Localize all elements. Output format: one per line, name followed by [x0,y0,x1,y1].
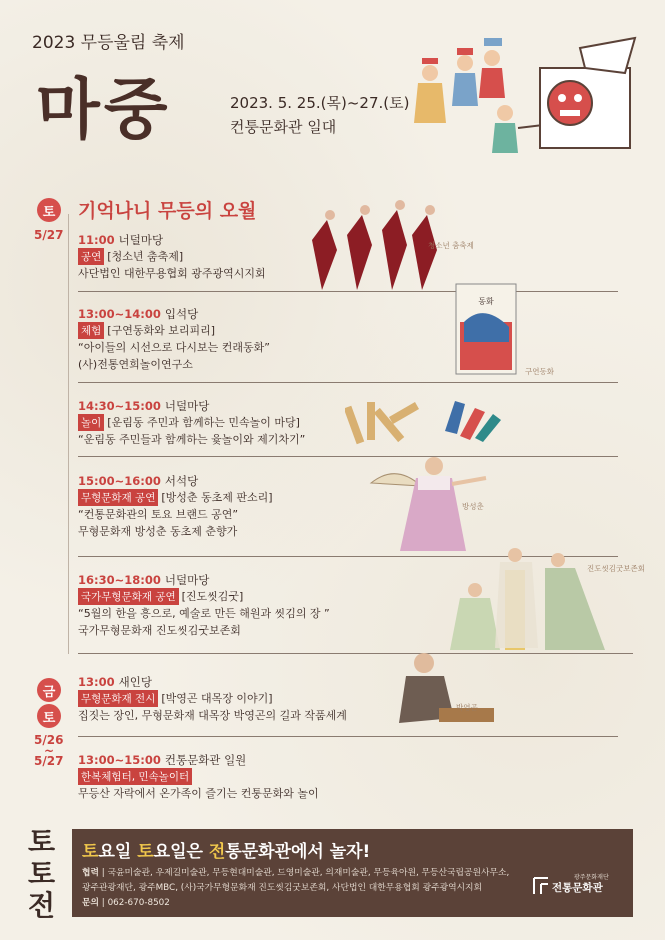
event-4-tag: 무형문화재 공연 [78,489,158,506]
children-mask-illustration [400,28,650,168]
divider-2 [78,382,618,383]
foundation-label: 광주문화재단 [574,874,609,881]
event-1-line-1: 사단법인 대한무용협회 광주광역시지회 [78,267,266,280]
event-7-time: 13:00~15:00 컨통문화관 일원 [78,753,247,767]
day-circle-fri: 금 [37,678,61,702]
event-3-time: 14:30~15:00 너덜마당 [78,399,210,413]
divider-5 [78,653,633,654]
event-3-tag: 놀이 [78,414,104,431]
event-2-tag: 체험 [78,322,104,339]
event-4-tagline: 무형문화재 공연 [방성춘 동초제 판소리] [78,489,273,506]
festival-date: 2023. 5. 25.(목)~27.(토) [230,94,410,112]
event-6-time: 13:00 새인당 [78,675,152,689]
culture-center-logo: 전통문화관 [552,882,603,894]
event-6-line-1: 집짓는 장인, 무형문화재 대목장 박영곤의 길과 작품세계 [78,709,347,722]
event-5-line-2: 국가무형문화재 진도씻김굿보존회 [78,624,241,637]
child-figure-2 [452,48,478,106]
event-5-tagline: 국가무형문화재 공연 [진도씻김굿] [78,588,243,605]
divider-1 [78,291,618,292]
child-figure-1 [414,58,446,123]
event-1-tagline: 공연 [청소년 춤축제] [78,248,183,265]
carpenter-photo [384,648,499,736]
storybook-cover [454,282,520,378]
event-3-tagline: 놀이 [운림동 주민과 함께하는 민속놀이 마당] [78,414,300,431]
event-4-caption: 방성춘 [462,502,484,511]
event-2-time: 13:00~14:00 입석당 [78,307,199,321]
event-2-tagline: 체험 [구연동화와 보리피리] [78,322,215,339]
event-7-tagline [78,768,195,785]
event-6-tagline: 무형문화재 전시 [박영곤 대목장 이야기] [78,690,273,707]
divider-6 [78,736,618,737]
event-5-tag: 국가무형문화재 공연 [78,588,179,605]
event-4-line-2: 무형문화재 방성춘 동초제 춘향가 [78,525,238,538]
event-5-caption: 진도씻김굿보존회 [587,564,645,573]
event-5-line-1: “5월의 한을 흥으로, 예술로 만든 해원과 씻김의 장 ” [78,607,330,620]
event-6-tag: 무형문화재 전시 [78,690,158,707]
timeline-line [68,214,69,654]
day-date-sat-2: 5/27 [34,754,64,768]
child-figure-4 [492,105,518,153]
yut-sticks-image [345,396,505,448]
day-date-fri: 5/26 [34,733,64,747]
event-6-caption: 박영곤 [456,703,478,712]
footer-slogan: 토요일 토요일은 전통문화관에서 놀자! [82,842,371,862]
festival-title: 마중 [36,70,172,148]
event-3-line-1: “운림동 주민들과 함께하는 윷놀이와 제기차기” [78,433,306,446]
day-date-sat: 5/27 [34,228,64,242]
contact-phone: 062-670-8502 [107,898,170,908]
culture-center-logo-icon [532,876,550,896]
festival-subtitle: 2023 무등울림 축제 [32,33,185,53]
event-1-tag: 공연 [78,248,104,265]
event-1-time: 11:00 너덜마당 [78,233,164,247]
event-7-line-1: 무등산 자락에서 온가족이 즐기는 컨퉁문화와 놀이 [78,787,319,800]
event-2-line-1: “아이들의 시선으로 다시보는 컨래동화” [78,341,270,354]
tiger-mask [540,38,635,148]
section-title: 기억나니 무등의 오월 [78,200,257,222]
day-circle-sat-2: 토 [37,704,61,728]
divider-3 [78,456,618,457]
footer-credits: 협력 | 국윤미술관, 우제길미술관, 무등현대미술관, 드영미술관, 의재미술관, 무등육아원, 무등산국립공원사무소, 광주관광재단, 광주MBC, (사)국가무형문화재 진도씻김굿보존회, 사단법인 대한무용협회 광주광역시지회 문의 | 062-670-8502 [82,868,510,908]
day-circle-sat: 토 [37,198,61,222]
event-7-tag: 한복체험터, 민속놀이터 [78,768,192,785]
svg-text:동화: 동화 [478,297,494,306]
event-5-time: 16:30~18:00 너덜마당 [78,573,210,587]
event-4-line-1: “컨통문화관의 토요 브랜드 공연” [78,508,239,521]
event-1-caption: 청소년 춤축제 [428,241,474,250]
event-4-time: 15:00~16:00 서석당 [78,474,199,488]
event-2-line-2: (사)전통연희놀이연구소 [78,358,193,371]
ssitgimgut-photo [450,540,612,652]
totojeon-brand: 토 토 전 [28,825,56,922]
event-2-caption: 구연동화 [525,367,554,376]
day-date-tilde: ~ [44,744,55,758]
festival-place: 컨퉁문화관 일대 [230,118,337,136]
child-figure-3 [479,38,505,98]
